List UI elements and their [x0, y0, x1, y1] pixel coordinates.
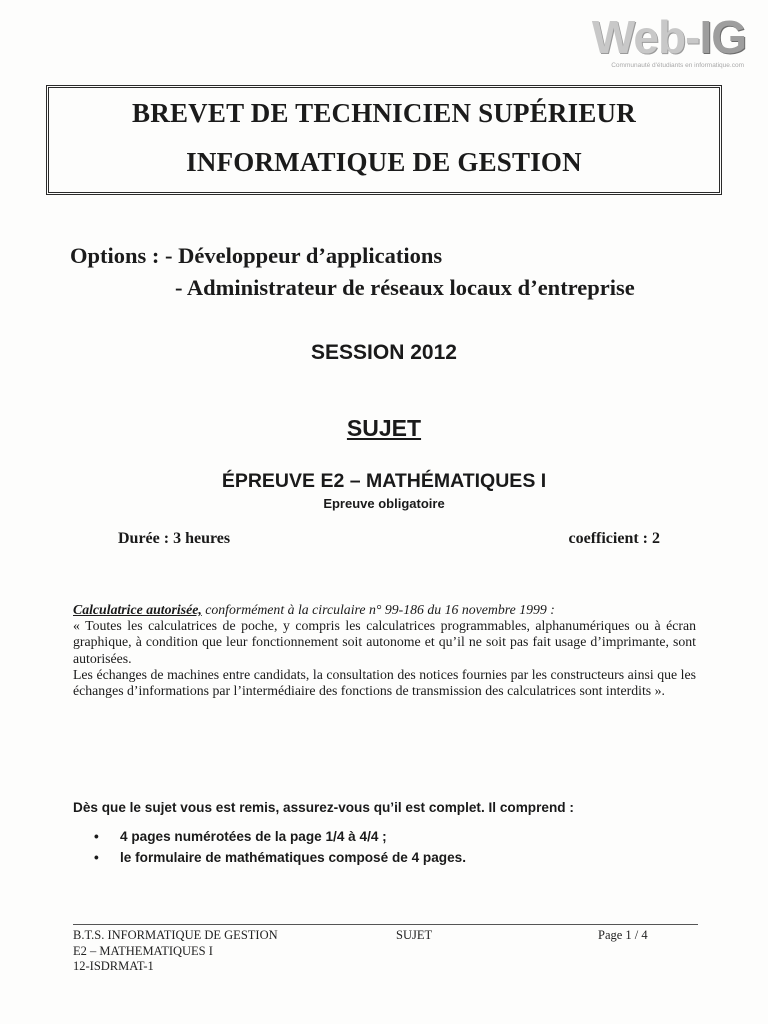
logo-word-accent: IG — [699, 11, 746, 63]
footer-divider — [73, 924, 698, 925]
contents-list — [92, 826, 466, 868]
calculator-notice — [73, 602, 696, 699]
exam-title-line-1: BREVET DE TECHNICIEN SUPÉRIEUR — [132, 98, 636, 128]
calculator-notice-lead — [73, 602, 696, 618]
sujet-heading: SUJET — [346, 415, 422, 441]
calculator-notice-lead-italic: conformément à la circulaire n° 99-186 du 16 novembre 1999 : — [201, 602, 555, 617]
logo-tagline: Communauté d'étudiants en informatique.com — [611, 62, 744, 69]
list-item-text: le formulaire de mathématiques composé de 4 pages. — [120, 850, 466, 865]
logo-wordmark — [591, 11, 746, 63]
exam-title-box — [46, 85, 722, 195]
option-line-2: - Administrateur de réseaux locaux d’entreprise — [175, 275, 635, 300]
logo-word-main: Web- — [591, 11, 700, 63]
web-ig-logo — [591, 11, 746, 69]
exam-title-line-2: INFORMATIQUE DE GESTION — [186, 147, 582, 177]
footer-reference: 12-ISDRMAT-1 — [73, 959, 154, 973]
completeness-intro: Dès que le sujet vous est remis, assurez-vous qu’il est complet. Il comprend : — [73, 800, 574, 815]
footer-subject: E2 – MATHEMATIQUES I — [73, 943, 213, 958]
footer-exam-name: B.T.S. INFORMATIQUE DE GESTION — [73, 928, 278, 942]
footer-left — [73, 928, 278, 975]
epreuve-title: ÉPREUVE E2 – MATHÉMATIQUES I — [221, 470, 547, 492]
list-item — [92, 826, 466, 847]
list-item — [92, 847, 466, 868]
duration-label: Durée : 3 heures — [118, 530, 231, 547]
option-line-1: Options : - Développeur d’applications — [70, 243, 443, 268]
footer-middle: SUJET — [396, 928, 433, 942]
calculator-notice-lead-bold: Calculatrice autorisée, — [73, 602, 202, 617]
calculator-notice-paragraph-1: « Toutes les calculatrices de poche, y compris les calculatrices programmables, alphanumériques ou à écran graphique, à condition que leur fonctionnement soit autonome et qu’il ne soit pas fait usage d’imprimante, sont autorisées. — [73, 618, 696, 666]
calculator-notice-paragraph-2: Les échanges de machines entre candidats, la consultation des notices fournies par les constructeurs ainsi que les échanges d’informations par l’intermédiaire des fonctions de transmission des calculatrices sont interdits ». — [73, 666, 696, 699]
bullet-icon: • — [94, 850, 99, 865]
coefficient-label: coefficient : 2 — [568, 530, 660, 547]
list-item-text: 4 pages numérotées de la page 1/4 à 4/4 ; — [120, 829, 387, 844]
session-heading: SESSION 2012 — [311, 341, 457, 364]
bullet-icon: • — [94, 829, 99, 844]
epreuve-subtitle: Epreuve obligatoire — [323, 496, 445, 511]
footer-page-number: Page 1 / 4 — [598, 928, 648, 942]
